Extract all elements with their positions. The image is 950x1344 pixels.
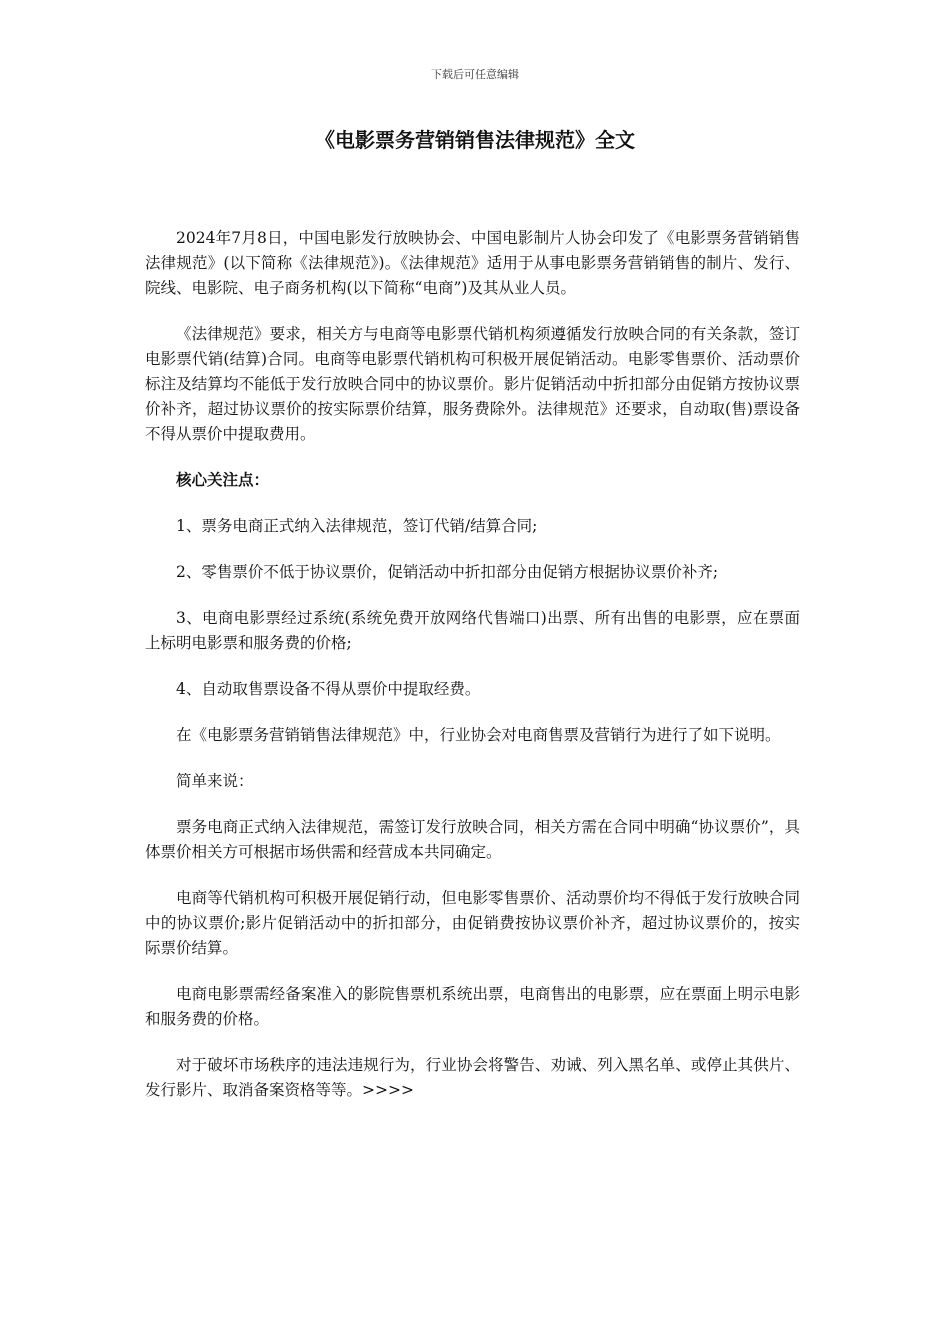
header-note: 下载后可任意编辑 (431, 68, 519, 81)
document-body (145, 226, 800, 1124)
key-point-2: 2、零售票价不低于协议票价，促销活动中折扣部分由促销方根据协议票价补齐; (176, 563, 719, 581)
paragraph-summary-1: 票务电商正式纳入法律规范，需签订发行放映合同，相关方需在合同中明确“协议票价”，具体票价相关方可根据市场供需和经营成本共同确定。 (145, 818, 800, 861)
key-point-4: 4、自动取售票设备不得从票价中提取经费。 (176, 680, 481, 698)
document-title: 《电影票务营销销售法律规范》全文 (315, 128, 635, 152)
paragraph-summary-3: 电商电影票需经备案准入的影院售票机系统出票，电商售出的电影票，应在票面上明示电影和服务费的价格。 (145, 985, 800, 1028)
key-point-1: 1、票务电商正式纳入法律规范，签订代销/结算合同; (176, 517, 538, 535)
key-point-3: 3、电商电影票经过系统(系统免费开放网络代售端口)出票、所有出售的电影票，应在票面上标明电影票和服务费的价格; (145, 609, 800, 652)
section-heading-key-points: 核心关注点： (176, 471, 270, 489)
paragraph-requirements: 《法律规范》要求，相关方与电商等电影票代销机构须遵循发行放映合同的有关条款，签订电影票代销(结算)合同。电商等电影票代销机构可积极开展促销活动。电影零售票价、活动票价标注及结算均不能低于发行放映合同中的协议票价。影片促销活动中折扣部分由促销方按协议票价补齐，超过协议票价的按实际票价结算，服务费除外。法律规范》还要求，自动取(售)票设备不得从票价中提取费用。 (145, 325, 800, 443)
paragraph-summary-2: 电商等代销机构可积极开展促销行动，但电影零售票价、活动票价均不得低于发行放映合同中的协议票价;影片促销活动中的折扣部分，由促销费按协议票价补齐，超过协议票价的，按实际票价结算。 (145, 889, 800, 957)
paragraph-penalties: 对于破坏市场秩序的违法违规行为，行业协会将警告、劝诫、列入黑名单、或停止其供片、发行影片、取消备案资格等等。>>>> (145, 1056, 800, 1099)
paragraph-explanation-intro: 在《电影票务营销销售法律规范》中，行业协会对电商售票及营销行为进行了如下说明。 (176, 726, 781, 744)
paragraph-summary-label: 简单来说： (176, 772, 254, 790)
paragraph-intro: 2024年7月8日，中国电影发行放映协会、中国电影制片人协会印发了《电影票务营销销售法律规范》(以下简称《法律规范》)。《法律规范》适用于从事电影票务营销销售的制片、发行、院线、电影院、电子商务机构(以下简称“电商”)及其从业人员。 (145, 229, 800, 297)
